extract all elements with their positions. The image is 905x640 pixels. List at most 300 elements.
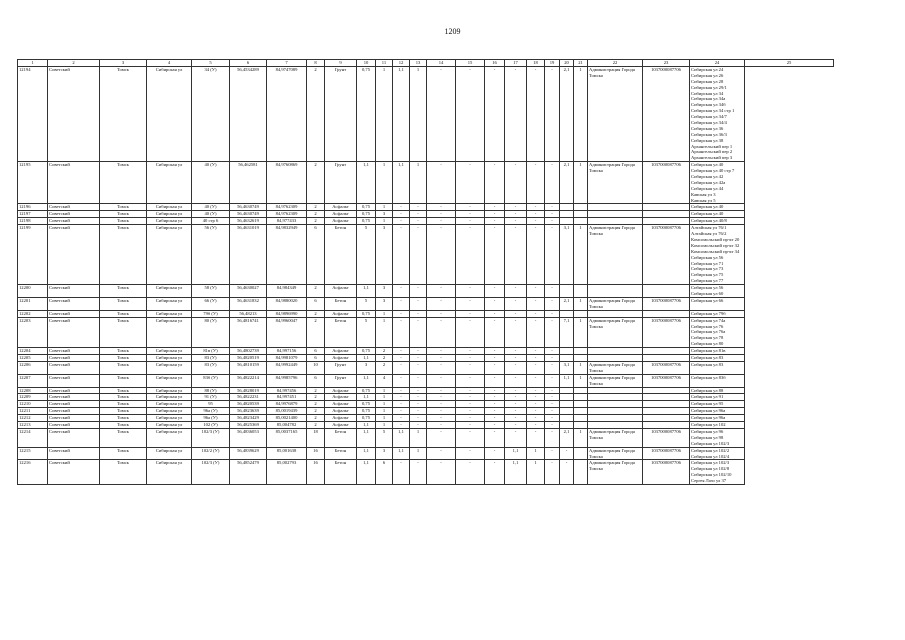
capacity-cell: 2	[307, 415, 325, 422]
row-number: 12197	[18, 211, 48, 218]
address-line: Архангельский пер 1	[691, 143, 733, 149]
col13-cell: -	[410, 422, 427, 429]
addresses-cell	[690, 297, 745, 310]
addresses-cell	[690, 67, 745, 162]
street-cell: Сибирская ул	[147, 401, 192, 408]
latitude-cell: 56,4631832	[230, 297, 267, 310]
capacity-cell: 2	[307, 387, 325, 394]
owner-cell	[588, 310, 643, 317]
latitude-cell: 56,4631019	[230, 225, 267, 285]
col13-cell: -	[410, 415, 427, 422]
city-cell: Томск	[100, 211, 147, 218]
surface-cell: Бетон	[325, 428, 357, 447]
capacity-cell: 18	[307, 428, 325, 447]
col12-cell: -	[393, 422, 410, 429]
column-header: 9	[325, 60, 357, 67]
address-line: Сибирская ул 96а	[691, 408, 726, 414]
col13-cell: -	[410, 317, 427, 347]
col16-cell: -	[485, 401, 505, 408]
longitude-cell: 84,984349	[267, 285, 307, 298]
col17-cell: -	[505, 408, 527, 415]
ogrn-cell: 1037000087706	[643, 67, 690, 162]
street-cell: Сибирская ул	[147, 361, 192, 374]
latitude-cell: 56,4828019	[230, 387, 267, 394]
table-row	[18, 408, 834, 415]
column-header: 24	[690, 60, 745, 67]
col19-cell: -	[545, 310, 560, 317]
longitude-cell: 84,9832949	[267, 225, 307, 285]
longitude-cell: 84,977433	[267, 218, 307, 225]
district-cell: Советский	[48, 225, 100, 285]
column-header: 15	[456, 60, 485, 67]
col13-cell: -	[410, 218, 427, 225]
area-cell: 0,75	[357, 218, 376, 225]
col20-cell	[560, 354, 574, 361]
surface-cell: Бетон	[325, 460, 357, 485]
col20-cell	[560, 408, 574, 415]
address-line: Сибирская ул 83	[691, 354, 724, 360]
house-cell: 40 (У)	[192, 162, 230, 204]
addresses-cell	[690, 460, 745, 485]
column-header: 6	[230, 60, 267, 67]
count-cell: 1	[376, 310, 393, 317]
col20-cell	[560, 204, 574, 211]
col21-cell	[574, 310, 588, 317]
address-line: Сибирская ул 66	[691, 297, 724, 303]
address-line: Сибирская ул 73	[691, 266, 724, 272]
area-cell: 3	[357, 361, 376, 374]
count-cell: 1	[376, 162, 393, 204]
col19-cell: -	[545, 297, 560, 310]
col18-cell: -	[527, 297, 545, 310]
street-cell: Сибирская ул	[147, 162, 192, 204]
latitude-cell: 56,4822231	[230, 394, 267, 401]
ogrn-cell: 1037000087706	[643, 460, 690, 485]
area-cell: 1,1	[357, 374, 376, 387]
address-line: Сибирская ул 78	[691, 335, 724, 341]
address-line: Сибирская ул 102/3	[691, 440, 730, 446]
col19-cell: -	[545, 218, 560, 225]
latitude-cell: 56,4816741	[230, 317, 267, 347]
district-cell: Советский	[48, 211, 100, 218]
ogrn-cell	[643, 211, 690, 218]
owner-cell	[588, 348, 643, 355]
latitude-cell: 56,4534289	[230, 67, 267, 162]
count-cell: 1	[376, 394, 393, 401]
col16-cell: -	[485, 361, 505, 374]
col18-cell: -	[527, 394, 545, 401]
col16-cell: -	[485, 394, 505, 401]
surface-cell: Асфальт	[325, 211, 357, 218]
street-cell: Сибирская ул	[147, 447, 192, 460]
longitude-cell: 84,9747089	[267, 67, 307, 162]
col20-cell	[560, 285, 574, 298]
col18-cell: -	[527, 387, 545, 394]
city-cell: Томск	[100, 447, 147, 460]
col17-cell: 1,1	[505, 447, 527, 460]
city-cell: Томск	[100, 361, 147, 374]
column-header: 18	[527, 60, 545, 67]
address-line: Сибирская ул 98	[691, 434, 724, 440]
column-header: 4	[147, 60, 192, 67]
area-cell: 0,75	[357, 415, 376, 422]
house-cell: 79б (У)	[192, 310, 230, 317]
col21-cell	[574, 387, 588, 394]
owner-cell	[588, 408, 643, 415]
table-row	[18, 225, 834, 285]
district-cell: Советский	[48, 394, 100, 401]
row-number: 12209	[18, 394, 48, 401]
column-header: 3	[100, 60, 147, 67]
capacity-cell: 16	[307, 447, 325, 460]
col12-cell: -	[393, 285, 410, 298]
col14-cell: -	[427, 348, 456, 355]
latitude-cell: 56,4810159	[230, 361, 267, 374]
district-cell: Советский	[48, 460, 100, 485]
longitude-cell: 84,9880020	[267, 297, 307, 310]
row-number: 12200	[18, 285, 48, 298]
col18-cell: -	[527, 211, 545, 218]
page-number: 1209	[444, 27, 461, 36]
surface-cell: Грунт	[325, 361, 357, 374]
city-cell: Томск	[100, 374, 147, 387]
col14-cell: -	[427, 428, 456, 447]
col21-cell: 1	[574, 361, 588, 374]
longitude-cell: 84,997451	[267, 394, 307, 401]
row-number: 12198	[18, 218, 48, 225]
address-line: Сибирская ул 40	[691, 162, 724, 168]
row-number: 12208	[18, 387, 48, 394]
col21-cell	[574, 460, 588, 485]
owner-cell: Администрация Города Томска	[588, 460, 643, 485]
col19-cell: -	[545, 348, 560, 355]
col21-cell	[574, 447, 588, 460]
address-line: Сибирская ул 88	[691, 387, 724, 393]
col19-cell: -	[545, 162, 560, 204]
capacity-cell: 2	[307, 218, 325, 225]
city-cell: Томск	[100, 67, 147, 162]
count-cell: 1	[376, 415, 393, 422]
col12-cell: -	[393, 297, 410, 310]
city-cell: Томск	[100, 317, 147, 347]
col20-cell	[560, 394, 574, 401]
street-cell: Сибирская ул	[147, 317, 192, 347]
ogrn-cell	[643, 310, 690, 317]
address-line: Комсомольский пр-кт 32	[691, 242, 740, 248]
owner-cell	[588, 394, 643, 401]
longitude-cell: 84,9760869	[267, 162, 307, 204]
district-cell: Советский	[48, 447, 100, 460]
address-line: Сибирская ул 77	[691, 278, 724, 284]
longitude-cell: 84,9960047	[267, 317, 307, 347]
col16-cell: -	[485, 460, 505, 485]
ogrn-cell: 1037000087706	[643, 361, 690, 374]
column-header: 19	[545, 60, 560, 67]
col16-cell: -	[485, 67, 505, 162]
col15-cell: -	[456, 428, 485, 447]
house-cell: 102/2 (У)	[192, 447, 230, 460]
col15-cell: -	[456, 204, 485, 211]
city-cell: Томск	[100, 387, 147, 394]
address-line: Сибирская ул 40	[691, 204, 724, 210]
col13-cell: -	[410, 387, 427, 394]
address-line: Сибирская ул 60	[691, 291, 724, 296]
addresses-cell	[690, 317, 745, 347]
col13-cell: 1	[410, 162, 427, 204]
address-line: Алтайская ул 76/1	[691, 225, 727, 231]
col12-cell: -	[393, 460, 410, 485]
addresses-cell	[690, 422, 745, 429]
col12-cell: -	[393, 348, 410, 355]
house-cell: 83б (У)	[192, 374, 230, 387]
col21-cell	[574, 394, 588, 401]
latitude-cell: 56,4822214	[230, 374, 267, 387]
street-cell: Сибирская ул	[147, 374, 192, 387]
col21-cell	[574, 218, 588, 225]
city-cell: Томск	[100, 204, 147, 211]
col18-cell: -	[527, 218, 545, 225]
table-header	[18, 60, 834, 67]
col16-cell: -	[485, 310, 505, 317]
col15-cell: -	[456, 310, 485, 317]
col12-cell: -	[393, 218, 410, 225]
col18-cell: -	[527, 225, 545, 285]
surface-cell: Бетон	[325, 447, 357, 460]
col20-cell	[560, 218, 574, 225]
column-header: 5	[192, 60, 230, 67]
count-cell: 3	[376, 225, 393, 285]
col21-cell: 1	[574, 374, 588, 387]
count-cell: 3	[376, 211, 393, 218]
col21-cell	[574, 211, 588, 218]
latitude-cell: 56,4836053	[230, 428, 267, 447]
table-row	[18, 218, 834, 225]
area-cell: 1,1	[357, 428, 376, 447]
address-line: Сибирская ул 102/3	[691, 460, 730, 466]
house-cell: 58 (У)	[192, 285, 230, 298]
address-line: Сибирская ул 34б	[691, 102, 726, 108]
city-cell: Томск	[100, 415, 147, 422]
column-header: 21	[574, 60, 588, 67]
capacity-cell: 2	[307, 211, 325, 218]
col21-cell	[574, 285, 588, 298]
addresses-cell	[690, 225, 745, 285]
city-cell: Томск	[100, 225, 147, 285]
col15-cell: -	[456, 317, 485, 347]
column-header: 17	[505, 60, 527, 67]
table-row	[18, 162, 834, 204]
row-number: 12210	[18, 401, 48, 408]
col13-cell: 1	[410, 67, 427, 162]
address-line: Сибирская ул 34а	[691, 96, 726, 102]
capacity-cell: 6	[307, 374, 325, 387]
owner-cell: Администрация Города Томска	[588, 428, 643, 447]
longitude-cell: 85,0037165	[267, 428, 307, 447]
area-cell: 5	[357, 317, 376, 347]
col21-cell: 1	[574, 297, 588, 310]
col18-cell: -	[527, 408, 545, 415]
col18-cell: -	[527, 354, 545, 361]
col14-cell: -	[427, 297, 456, 310]
col16-cell: -	[485, 211, 505, 218]
city-cell: Томск	[100, 394, 147, 401]
col20-cell: 2,1	[560, 428, 574, 447]
col15-cell: -	[456, 447, 485, 460]
house-cell: 56 (У)	[192, 225, 230, 285]
col15-cell: -	[456, 361, 485, 374]
col17-cell: -	[505, 387, 527, 394]
area-cell: 0,75	[357, 408, 376, 415]
area-cell: 1,1	[357, 162, 376, 204]
addresses-cell	[690, 361, 745, 374]
col15-cell: -	[456, 394, 485, 401]
longitude-cell: 84,9985796	[267, 374, 307, 387]
capacity-cell: 6	[307, 225, 325, 285]
ogrn-cell: 1037000087706	[643, 447, 690, 460]
house-cell: 96а (У)	[192, 415, 230, 422]
ogrn-cell: 1037000087706	[643, 428, 690, 447]
col14-cell: -	[427, 447, 456, 460]
col19-cell: -	[545, 408, 560, 415]
col13-cell: -	[410, 361, 427, 374]
col18-cell: -	[527, 422, 545, 429]
surface-cell: Асфальт	[325, 285, 357, 298]
house-cell: 88 (У)	[192, 387, 230, 394]
col19-cell: -	[545, 361, 560, 374]
capacity-cell: 2	[307, 408, 325, 415]
column-header: 25	[745, 60, 834, 67]
surface-cell: Асфальт	[325, 394, 357, 401]
col20-cell: 2,1	[560, 297, 574, 310]
col12-cell: -	[393, 387, 410, 394]
latitude-cell: 56,4839629	[230, 447, 267, 460]
col15-cell: -	[456, 285, 485, 298]
col16-cell: -	[485, 415, 505, 422]
latitude-cell: 56,4852479	[230, 460, 267, 485]
address-line: Сибирская ул 34/7	[691, 114, 727, 120]
house-cell: 102/3 (У)	[192, 460, 230, 485]
col14-cell: -	[427, 387, 456, 394]
city-cell: Томск	[100, 218, 147, 225]
col17-cell: -	[505, 310, 527, 317]
city-cell: Томск	[100, 310, 147, 317]
col13-cell: -	[410, 285, 427, 298]
col17-cell: -	[505, 317, 527, 347]
col16-cell: -	[485, 285, 505, 298]
col13-cell: -	[410, 374, 427, 387]
col12-cell: -	[393, 374, 410, 387]
latitude-cell: 56,4825369	[230, 422, 267, 429]
row-number: 12195	[18, 162, 48, 204]
latitude-cell: 56,48213	[230, 310, 267, 317]
street-cell: Сибирская ул	[147, 348, 192, 355]
table-row	[18, 310, 834, 317]
longitude-cell: 84,997156	[267, 348, 307, 355]
area-cell: 0,75	[357, 211, 376, 218]
column-header: 16	[485, 60, 505, 67]
address-line: Сибирская ул 76а	[691, 329, 726, 335]
street-cell: Сибирская ул	[147, 354, 192, 361]
street-cell: Сибирская ул	[147, 460, 192, 485]
capacity-cell: 2	[307, 317, 325, 347]
street-cell: Сибирская ул	[147, 225, 192, 285]
owner-cell: Администрация Города Томска	[588, 317, 643, 347]
col14-cell: -	[427, 310, 456, 317]
addresses-cell	[690, 310, 745, 317]
street-cell: Сибирская ул	[147, 211, 192, 218]
street-cell: Сибирская ул	[147, 415, 192, 422]
addresses-cell	[690, 415, 745, 422]
col12-cell: -	[393, 394, 410, 401]
col19-cell: -	[545, 374, 560, 387]
col15-cell: -	[456, 415, 485, 422]
address-line: Сибирская ул 36/3	[691, 131, 727, 137]
col17-cell: -	[505, 401, 527, 408]
longitude-cell: 84,997456	[267, 387, 307, 394]
col16-cell: -	[485, 162, 505, 204]
latitude-cell: 56,462581	[230, 162, 267, 204]
address-line: Сибирская ул 102/8	[691, 466, 730, 472]
house-cell: 95	[192, 401, 230, 408]
district-cell: Советский	[48, 317, 100, 347]
capacity-cell: 2	[307, 204, 325, 211]
row-number: 12203	[18, 317, 48, 347]
col12-cell: 1,1	[393, 162, 410, 204]
col20-cell	[560, 422, 574, 429]
col12-cell: -	[393, 225, 410, 285]
ogrn-cell	[643, 422, 690, 429]
capacity-cell: 2	[307, 310, 325, 317]
col12-cell: -	[393, 354, 410, 361]
address-line: Кавская ул 5	[691, 197, 716, 203]
col19-cell: -	[545, 460, 560, 485]
surface-cell: Бетон	[325, 317, 357, 347]
col16-cell: -	[485, 317, 505, 347]
area-cell: 1,1	[357, 422, 376, 429]
addresses-cell	[690, 162, 745, 204]
count-cell: 3	[376, 297, 393, 310]
column-header: 7	[267, 60, 307, 67]
district-cell: Советский	[48, 285, 100, 298]
col20-cell: 3,1	[560, 225, 574, 285]
address-line: Комсомольский пр-кт 34	[691, 248, 740, 254]
col18-cell: -	[527, 285, 545, 298]
area-cell: 0,75	[357, 348, 376, 355]
count-cell: 1	[376, 422, 393, 429]
address-line: Сибирская ул 83	[691, 361, 724, 367]
count-cell: 6	[376, 460, 393, 485]
col13-cell: -	[410, 310, 427, 317]
count-cell: 1	[376, 218, 393, 225]
surface-cell: Асфальт	[325, 348, 357, 355]
district-cell: Советский	[48, 374, 100, 387]
area-cell: 1,1	[357, 394, 376, 401]
ogrn-cell: 1037000087706	[643, 374, 690, 387]
col14-cell: -	[427, 408, 456, 415]
col17-cell: -	[505, 204, 527, 211]
table-row	[18, 354, 834, 361]
count-cell: 2	[376, 348, 393, 355]
col12-cell: 1,1	[393, 67, 410, 162]
longitude-cell: 84,9992449	[267, 361, 307, 374]
addresses-cell	[690, 394, 745, 401]
column-header: 10	[357, 60, 376, 67]
col13-cell: -	[410, 408, 427, 415]
latitude-cell: 56,4630027	[230, 285, 267, 298]
col16-cell: -	[485, 297, 505, 310]
district-cell: Советский	[48, 354, 100, 361]
address-line: Сибирская ул 74а	[691, 317, 726, 323]
